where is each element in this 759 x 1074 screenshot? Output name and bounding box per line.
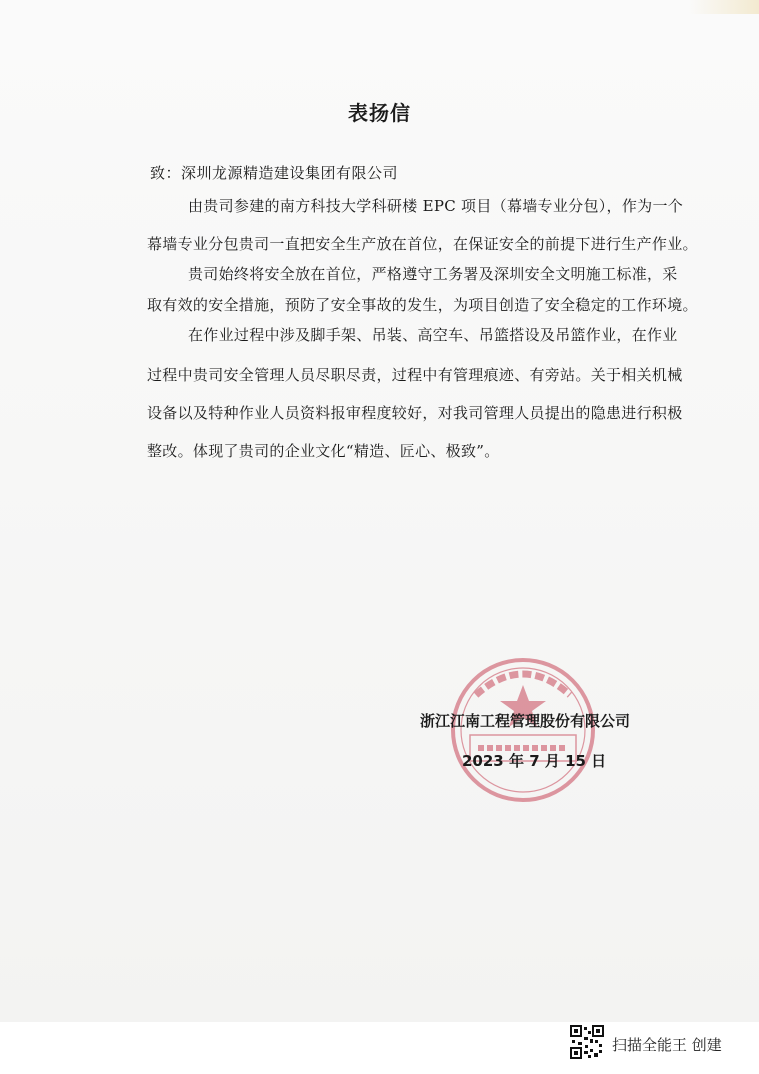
paragraph-3-line-4: 整改。体现了贵司的企业文化“精造、匠心、极致”。 (147, 442, 500, 460)
letter-title: 表扬信 (348, 101, 411, 125)
paragraph-3-line-1: 在作业过程中涉及脚手架、吊装、高空车、吊篮搭设及吊篮作业，在作业 (188, 326, 678, 344)
scanner-credit: 扫描全能王 创建 (612, 1036, 722, 1054)
paragraph-3-line-3: 设备以及特种作业人员资料报审程度较好，对我司管理人员提出的隐患进行积极 (147, 404, 683, 422)
scan-edge-mark (689, 0, 759, 14)
scanner-footer (570, 1025, 750, 1065)
paragraph-2-line-1: 贵司始终将安全放在首位，严格遵守工务署及深圳安全文明施工标准，采 (188, 265, 678, 283)
signing-date: 2023 年 7 月 15 日 (462, 752, 607, 770)
paragraph-2-line-2: 取有效的安全措施，预防了安全事故的发生，为项目创造了安全稳定的工作环境。 (147, 296, 698, 314)
signing-company: 浙江江南工程管理股份有限公司 (420, 712, 631, 730)
paragraph-1-line-1: 由贵司参建的南方科技大学科研楼 EPC 项目（幕墙专业分包），作为一个 (188, 197, 684, 215)
paragraph-1-line-2: 幕墙专业分包贵司一直把安全生产放在首位，在保证安全的前提下进行生产作业。 (147, 235, 698, 253)
qr-code-icon (570, 1025, 604, 1059)
salutation: 致：深圳龙源精造建设集团有限公司 (150, 164, 399, 182)
paragraph-3-line-2: 过程中贵司安全管理人员尽职尽责，过程中有管理痕迹、有旁站。关于相关机械 (147, 366, 683, 384)
